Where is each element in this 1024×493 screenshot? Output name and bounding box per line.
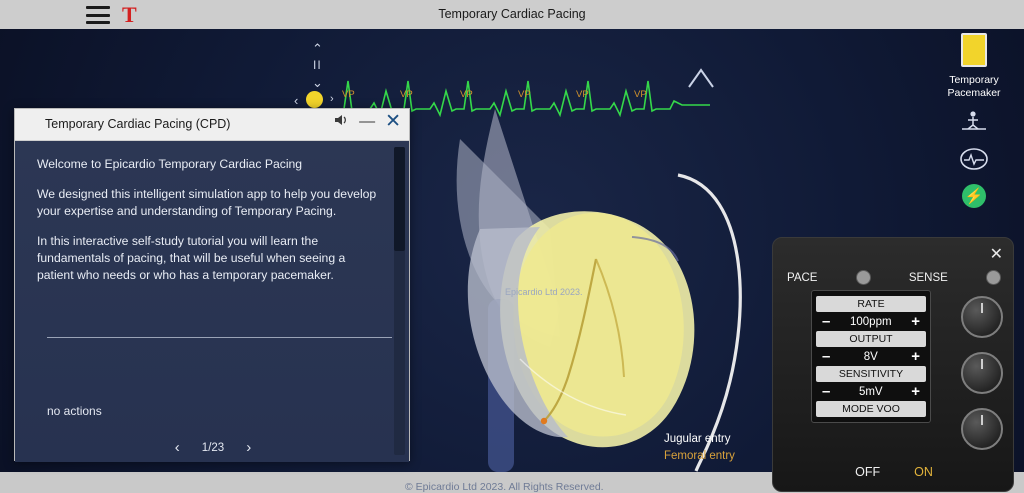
sense-led bbox=[986, 270, 1001, 285]
top-bar bbox=[0, 0, 1024, 29]
rate-row bbox=[816, 314, 926, 329]
patient-icon[interactable] bbox=[959, 107, 989, 137]
sensitivity-row bbox=[816, 384, 926, 399]
ecg-beat-label: VP bbox=[576, 89, 589, 100]
pacing-bolt-icon[interactable] bbox=[959, 181, 989, 211]
minimize-button[interactable]: — bbox=[359, 112, 376, 130]
tutorial-pager bbox=[15, 439, 411, 456]
sensitivity-decrement-button[interactable]: – bbox=[822, 383, 831, 400]
rate-increment-button[interactable]: + bbox=[911, 313, 920, 330]
record-marker[interactable] bbox=[306, 91, 323, 108]
device-power-row bbox=[773, 465, 1015, 479]
close-button[interactable]: ✕ bbox=[385, 110, 401, 132]
rate-knob[interactable] bbox=[961, 296, 1003, 338]
entry-labels bbox=[664, 431, 735, 465]
next-page-button[interactable]: › bbox=[246, 439, 252, 456]
tutorial-paragraph: Welcome to Epicardio Temporary Cardiac Pacing bbox=[37, 157, 303, 171]
step-forward-icon[interactable]: › bbox=[330, 93, 334, 105]
femoral-entry-label[interactable]: Femoral entry bbox=[664, 450, 735, 462]
scrollbar-track[interactable] bbox=[394, 147, 405, 455]
pause-button[interactable]: II bbox=[313, 58, 322, 72]
page-title: Temporary Cardiac Pacing bbox=[438, 7, 586, 21]
temporary-pacemaker-icon[interactable] bbox=[961, 33, 987, 67]
output-label: OUTPUT bbox=[816, 331, 926, 347]
tutorial-paragraph: In this interactive self-study tutorial you will learn the fundamentals of pacing, that will be useful when seeing a patient who needs or who has a temporary pacemaker. bbox=[37, 234, 346, 282]
ecg-beat-label: VP bbox=[342, 89, 355, 100]
output-knob[interactable] bbox=[961, 352, 1003, 394]
output-increment-button[interactable]: + bbox=[911, 348, 920, 365]
tutorial-text bbox=[37, 156, 385, 297]
previous-page-button[interactable]: ‹ bbox=[174, 439, 180, 456]
tutorial-paragraph: We designed this intelligent simulation app to help you develop your expertise and understanding of Temporary Pacing. bbox=[37, 187, 377, 218]
pacemaker-label-line2: Pacemaker bbox=[947, 87, 1001, 99]
tutorial-title: Temporary Cardiac Pacing (CPD) bbox=[45, 117, 231, 131]
step-back-icon[interactable]: ‹ bbox=[294, 93, 299, 108]
sensitivity-knob[interactable] bbox=[961, 408, 1003, 450]
jugular-entry-label[interactable]: Jugular entry bbox=[664, 433, 731, 445]
power-off-button[interactable]: OFF bbox=[855, 465, 881, 479]
mode-button[interactable]: MODE VOO bbox=[816, 401, 926, 417]
power-on-button[interactable]: ON bbox=[914, 465, 933, 479]
device-indicator-row bbox=[787, 270, 1001, 285]
pacemaker-device bbox=[772, 237, 1014, 492]
chevron-up-icon[interactable] bbox=[686, 67, 716, 89]
speed-up-icon[interactable]: ⌃ bbox=[312, 41, 323, 56]
page-indicator: 1/23 bbox=[201, 441, 225, 454]
device-knobs bbox=[961, 296, 1003, 450]
audio-icon[interactable] bbox=[333, 113, 349, 130]
output-decrement-button[interactable]: – bbox=[822, 348, 831, 365]
tutorial-body bbox=[15, 141, 409, 462]
ecg-beat-labels bbox=[336, 89, 716, 103]
divider bbox=[47, 337, 392, 338]
sense-label: SENSE bbox=[908, 271, 948, 284]
pace-led bbox=[856, 270, 871, 285]
rate-value: 100ppm bbox=[850, 315, 892, 328]
tool-rail bbox=[934, 33, 1014, 211]
app-logo: T bbox=[122, 2, 137, 27]
ecg-beat-label: VP bbox=[400, 89, 413, 100]
sensitivity-label: SENSITIVITY bbox=[816, 366, 926, 382]
scrollbar-thumb[interactable] bbox=[394, 147, 405, 251]
output-value: 8V bbox=[863, 350, 878, 363]
output-row bbox=[816, 349, 926, 364]
ecg-beat-label: VP bbox=[634, 89, 647, 100]
speed-down-icon[interactable]: ⌄ bbox=[312, 75, 323, 90]
device-close-button[interactable]: ✕ bbox=[989, 246, 1003, 263]
ecg-beat-label: VP bbox=[460, 89, 473, 100]
simulation-stage bbox=[0, 29, 1024, 493]
ecg-monitor-icon[interactable] bbox=[959, 144, 989, 174]
bolt-glyph: ⚡ bbox=[962, 184, 986, 208]
no-actions-label: no actions bbox=[47, 404, 102, 418]
heart-watermark: Epicardio Ltd 2023. bbox=[505, 287, 583, 297]
tutorial-title-bar bbox=[15, 109, 409, 141]
tutorial-panel bbox=[14, 108, 410, 461]
rate-decrement-button[interactable]: – bbox=[822, 313, 831, 330]
temporary-pacemaker-label bbox=[947, 74, 1000, 100]
rate-label: RATE bbox=[816, 296, 926, 312]
pacemaker-label-line1: Temporary bbox=[949, 74, 999, 86]
copyright-notice: © Epicardio Ltd 2023. All Rights Reserved. bbox=[405, 481, 604, 493]
pace-label: PACE bbox=[787, 271, 818, 284]
ecg-beat-label: VP bbox=[518, 89, 531, 100]
device-settings-panel bbox=[811, 290, 931, 423]
tutorial-window-controls bbox=[333, 110, 401, 132]
sensitivity-value: 5mV bbox=[858, 385, 883, 398]
sensitivity-increment-button[interactable]: + bbox=[911, 383, 920, 400]
